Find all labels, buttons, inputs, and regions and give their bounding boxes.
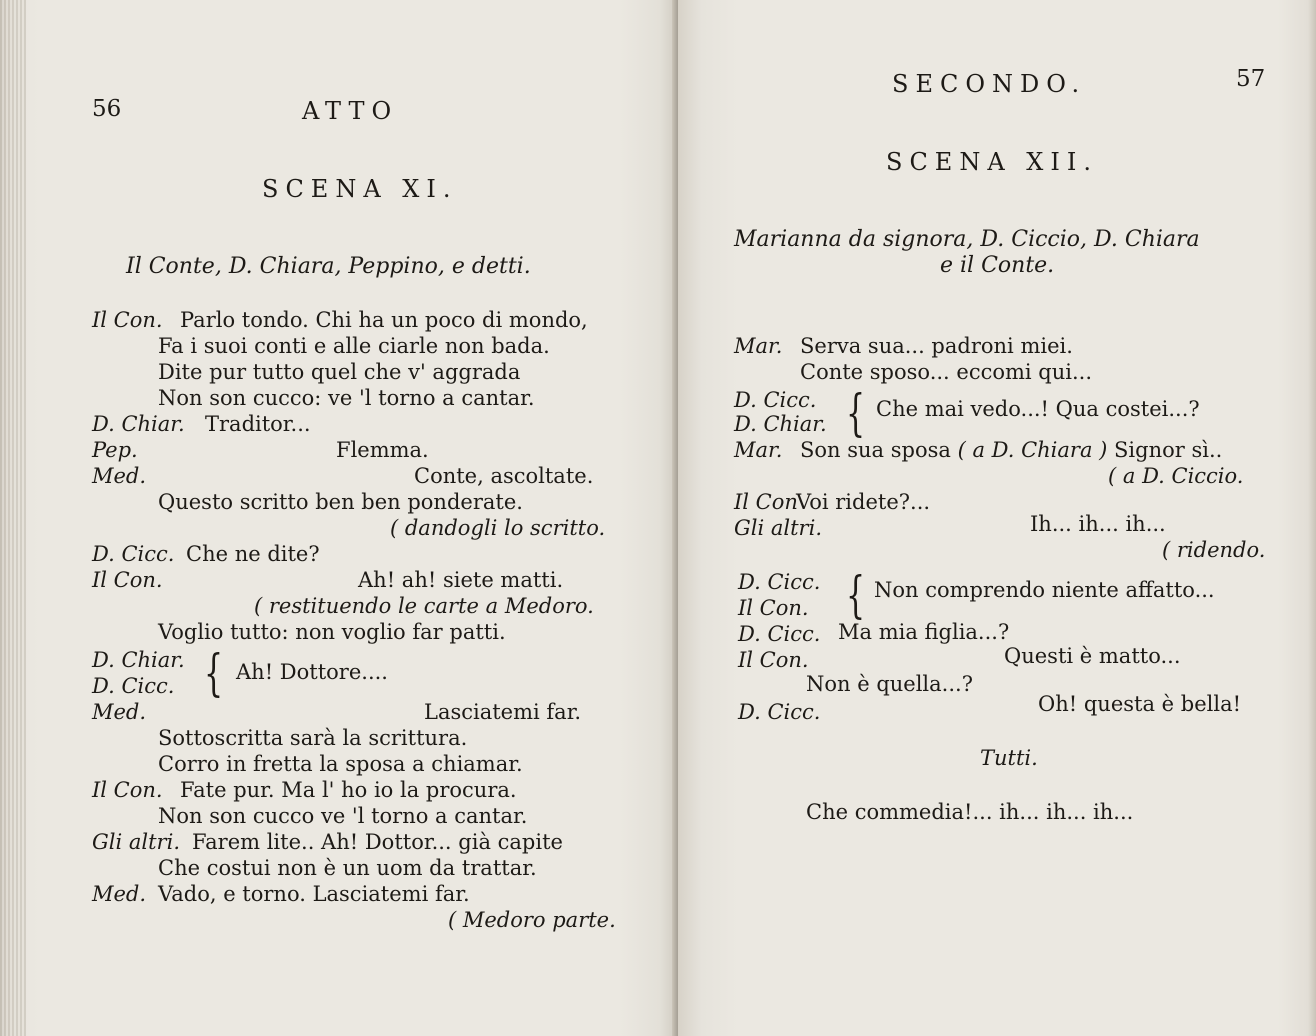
verse-line: Non son cucco ve 'l torno a cantar.: [158, 804, 528, 828]
speaker-label: Mar.: [734, 334, 783, 358]
verse-line: Non son cucco: ve 'l torno a cantar.: [158, 386, 535, 410]
stage-direction: ( dandogli lo scritto.: [390, 516, 606, 540]
speaker-label: Il Con.: [92, 568, 163, 592]
verse-line: Ah! Dottore....: [236, 660, 388, 684]
left-running-head: ATTO: [302, 97, 399, 125]
verse-line: Che ne dite?: [186, 542, 320, 566]
left-cast-list: Il Conte, D. Chiara, Peppino, e detti.: [126, 254, 531, 279]
verse-line: Conte sposo... eccomi qui...: [800, 360, 1093, 384]
verse-line: Dite pur tutto quel che v' aggrada: [158, 360, 521, 384]
verse-line: Farem lite.. Ah! Dottor... già capite: [192, 830, 563, 854]
verse-line: Sottoscritta sarà la scrittura.: [158, 726, 468, 750]
verse-line: Che commedia!... ih... ih... ih...: [806, 800, 1134, 824]
speaker-label: D. Cicc.: [92, 674, 175, 698]
left-scene-title: SCENA XI.: [262, 175, 458, 203]
verse-line: Non è quella...?: [806, 672, 973, 696]
brace-icon: {: [846, 566, 866, 624]
verse-line: Ih... ih... ih...: [1030, 512, 1166, 536]
brace-icon: {: [204, 644, 224, 702]
verse-line: Che mai vedo...! Qua costei...?: [876, 397, 1200, 421]
stage-direction: ( ridendo.: [1162, 538, 1266, 562]
speaker-label: Gli altri.: [92, 830, 180, 854]
right-cast-list: Marianna da signora, D. Ciccio, D. Chiara: [734, 227, 1200, 252]
right-cast-list: e il Conte.: [940, 253, 1055, 278]
speaker-label: Il Con: [734, 490, 798, 514]
speaker-label: Med.: [92, 700, 147, 724]
stage-direction: ( restituendo le carte a Medoro.: [254, 594, 594, 618]
right-page-number: 57: [1236, 66, 1266, 92]
verse-line: Corro in fretta la sposa a chiamar.: [158, 752, 523, 776]
speaker-label: D. Cicc.: [738, 700, 821, 724]
speaker-label: D. Cicc.: [92, 542, 175, 566]
verse-text: Signor sì..: [1114, 438, 1223, 462]
stage-direction: ( a D. Chiara ): [957, 438, 1108, 462]
verse-line: Questo scritto ben ben ponderate.: [158, 490, 523, 514]
right-scene-title: SCENA XII.: [886, 148, 1098, 176]
chorus-label: Tutti.: [980, 746, 1038, 770]
speaker-label: D. Chiar.: [734, 412, 827, 436]
page-edges: [0, 0, 26, 1036]
left-page-number: 56: [92, 96, 122, 122]
verse-line: Ah! ah! siete matti.: [358, 568, 564, 592]
speaker-label: Gli altri.: [734, 516, 822, 540]
speaker-label: D. Chiar.: [92, 648, 185, 672]
verse-line: Flemma.: [336, 438, 429, 462]
stage-direction: ( a D. Ciccio.: [1108, 464, 1244, 488]
speaker-label: Mar.: [734, 438, 783, 462]
verse-line: [800, 440, 1222, 461]
verse-line: Questi è matto...: [1004, 644, 1181, 668]
right-running-head: SECONDO.: [892, 70, 1087, 98]
verse-line: Serva sua... padroni miei.: [800, 334, 1073, 358]
verse-line: Fate pur. Ma l' ho io la procura.: [180, 778, 517, 802]
speaker-label: D. Cicc.: [738, 622, 821, 646]
verse-text: Son sua sposa: [800, 438, 951, 462]
speaker-label: D. Chiar.: [92, 412, 185, 436]
verse-line: Conte, ascoltate.: [414, 464, 594, 488]
brace-icon: {: [846, 384, 866, 442]
verse-line: Oh! questa è bella!: [1038, 692, 1242, 716]
verse-line: Fa i suoi conti e alle ciarle non bada.: [158, 334, 550, 358]
verse-line: Voi ridete?...: [796, 490, 931, 514]
speaker-label: Med.: [92, 882, 147, 906]
speaker-label: D. Cicc.: [738, 570, 821, 594]
speaker-label: Il Con.: [738, 648, 809, 672]
speaker-label: Il Con.: [92, 778, 163, 802]
verse-line: Non comprendo niente affatto...: [874, 578, 1215, 602]
right-page: [678, 0, 1316, 1036]
verse-line: Ma mia figlia...?: [838, 620, 1010, 644]
verse-line: Lasciatemi far.: [424, 700, 582, 724]
verse-line: Vado, e torno. Lasciatemi far.: [158, 882, 470, 906]
verse-line: Traditor...: [205, 412, 311, 436]
speaker-label: Il Con.: [92, 308, 163, 332]
speaker-label: Med.: [92, 464, 147, 488]
speaker-label: Il Con.: [738, 596, 809, 620]
speaker-label: D. Cicc.: [734, 388, 817, 412]
speaker-label: Pep.: [92, 438, 138, 462]
verse-line: Voglio tutto: non voglio far patti.: [158, 620, 506, 644]
verse-line: Che costui non è un uom da trattar.: [158, 856, 537, 880]
verse-line: Parlo tondo. Chi ha un poco di mondo,: [180, 308, 588, 332]
stage-direction: ( Medoro parte.: [448, 908, 616, 932]
